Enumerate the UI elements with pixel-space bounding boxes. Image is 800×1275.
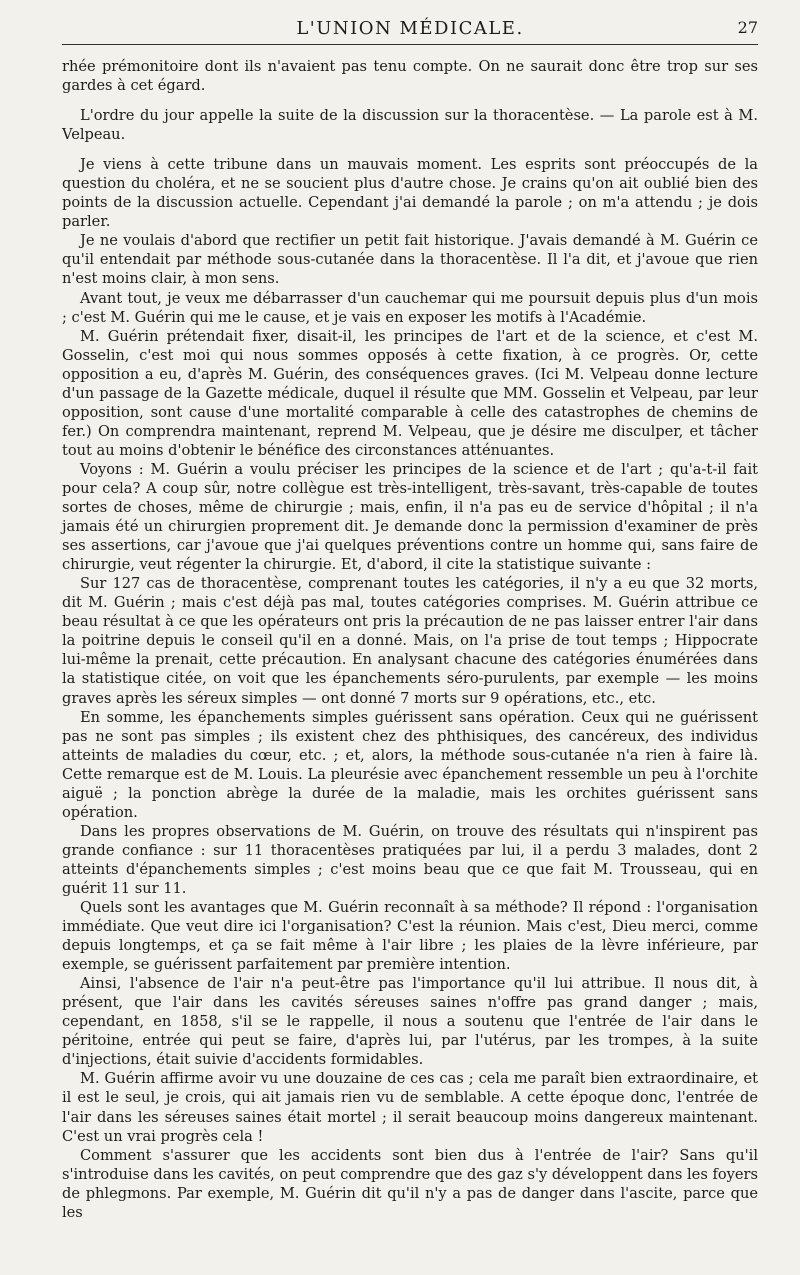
- paragraph: Sur 127 cas de thoracentèse, comprenant toutes les catégories, il n'y a eu que 32 morts, dit M. Guérin ; mais c'est déjà pas mal, toutes catégories comprises. M. Guérin attribue ce beau résultat à ce que les opérateurs ont pris la précaution de ne pas laisser entrer l'air dans la poitrine depuis le conseil qu'il en a donné. Mais, on l'a prise de tout temps ; Hippocrate lui-même la prenait, cette précaution. En analysant chacune des catégories énumérées dans la statistique citée, on voit que les épanchements séro-purulents, par exemple — les moins graves après les séreux simples — ont donné 7 morts sur 9 opérations, etc., etc.: [62, 575, 758, 707]
- journal-title: L'UNION MÉDICALE.: [296, 18, 524, 39]
- article-body: [62, 57, 758, 1222]
- paragraph: Voyons : M. Guérin a voulu préciser les principes de la science et de l'art ; qu'a-t-il fait pour cela? A coup sûr, notre collègue est très-intelligent, très-savant, très-capable de toutes sortes de choses, même de chirurgie ; mais, enfin, il n'a pas eu de service d'hôpital ; il n'a jamais été un chirurgien proprement dit. Je demande donc la permission d'examiner de près ses assertions, car j'avoue que j'ai quelques préventions contre un homme qui, sans faire de chirurgie, veut régenter la chirurgie. Et, d'abord, il cite la statistique suivante :: [62, 460, 758, 574]
- page-number: 27: [737, 18, 758, 37]
- paragraph: Comment s'assurer que les accidents sont bien dus à l'entrée de l'air? Sans qu'il s'introduise dans les cavités, on peut comprendre que des gaz s'y développent dans les foyers de phlegmons. Par exemple, M. Guérin dit qu'il n'y a pas de danger dans l'ascite, parce que les: [62, 1146, 758, 1221]
- paragraph: Je ne voulais d'abord que rectifier un petit fait historique. J'avais demandé à M. Guérin ce qu'il entendait par méthode sous-cutanée dans la thoracentèse. Il l'a dit, et j'avoue que rien n'est moins clair, à mon sens.: [62, 232, 758, 288]
- paragraph: M. Guérin affirme avoir vu une douzaine de ces cas ; cela me paraît bien extraordinaire, et il est le seul, je crois, qui ait jamais rien vu de semblable. A cette époque donc, l'entrée de l'air dans les séreuses saines était mortel ; il serait beaucoup moins dangereux maintenant. C'est un vrai progrès cela !: [62, 1070, 758, 1145]
- paragraph: En somme, les épanchements simples guérissent sans opération. Ceux qui ne guérissent pas ne sont pas simples ; ils existent chez des phthisiques, des cancéreux, des individus atteints de maladies du cœur, etc. ; et, alors, la méthode sous-cutanée n'a rien à faire là. Cette remarque est de M. Louis. La pleurésie avec épanchement ressemble un peu à l'orchite aiguë ; la ponction abrège la durée de la maladie, mais les orchites guérissent sans opération.: [62, 708, 758, 821]
- running-header: [62, 18, 758, 45]
- paragraph: Dans les propres observations de M. Guérin, on trouve des résultats qui n'inspirent pas grande confiance : sur 11 thoracentèses pratiquées par lui, il a perdu 3 malades, dont 2 atteints d'épanchements simples ; c'est moins beau que ce que fait M. Trousseau, qui en guérit 11 sur 11.: [62, 822, 758, 897]
- paragraph: M. Guérin prétendait fixer, disait-il, les principes de l'art et de la science, et c'est M. Gosselin, c'est moi qui nous sommes opposés à cette fixation, à ce progrès. Or, cette opposition a eu, d'après M. Guérin, des conséquences graves. (Ici M. Velpeau donne lecture d'un passage de la Gazette médicale, duquel il résulte que MM. Gosselin et Velpeau, par leur opposition, sont cause d'une mortalité comparable à celle des catastrophes de chemins de fer.) On comprendra maintenant, reprend M. Velpeau, que je désire me disculper, et tâcher tout au moins d'obtenir le bénéfice des circonstances atténuantes.: [62, 327, 758, 459]
- paragraph: Ainsi, l'absence de l'air n'a peut-être pas l'importance qu'il lui attribue. Il nous dit, à présent, que l'air dans les cavités séreuses saines n'offre pas grand danger ; mais, cependant, en 1858, s'il se le rappelle, il nous a soutenu que l'entrée de l'air dans le péritoine, entrée qui peut se faire, d'après lui, par l'utérus, par les trompes, à la suite d'injections, était suivie d'accidents formidables.: [62, 975, 758, 1069]
- paragraph: Avant tout, je veux me débarrasser d'un cauchemar qui me poursuit depuis plus d'un mois ; c'est M. Guérin qui me le cause, et je vais en exposer les motifs à l'Académie.: [62, 289, 758, 326]
- paragraph: Quels sont les avantages que M. Guérin reconnaît à sa méthode? Il répond : l'organisation immédiate. Que veut dire ici l'organisation? C'est la réunion. Mais c'est, Dieu merci, comme depuis longtemps, et ça se fait même à l'air libre ; les plaies de la lèvre inférieure, par exemple, se guérissent parfaitement par première intention.: [62, 899, 758, 974]
- paragraph: Je viens à cette tribune dans un mauvais moment. Les esprits sont préoccupés de la question du choléra, et ne se soucient plus d'autre chose. Je crains qu'on ait oublié bien des points de la discussion actuelle. Cependant j'ai demandé la parole ; on m'a attendu ; je dois parler.: [62, 156, 758, 231]
- paragraph: rhée prémonitoire dont ils n'avaient pas tenu compte. On ne saurait donc être trop sur ses gardes à cet égard.: [62, 58, 758, 95]
- paragraph: L'ordre du jour appelle la suite de la discussion sur la thoracentèse. — La parole est à M. Velpeau.: [62, 107, 758, 144]
